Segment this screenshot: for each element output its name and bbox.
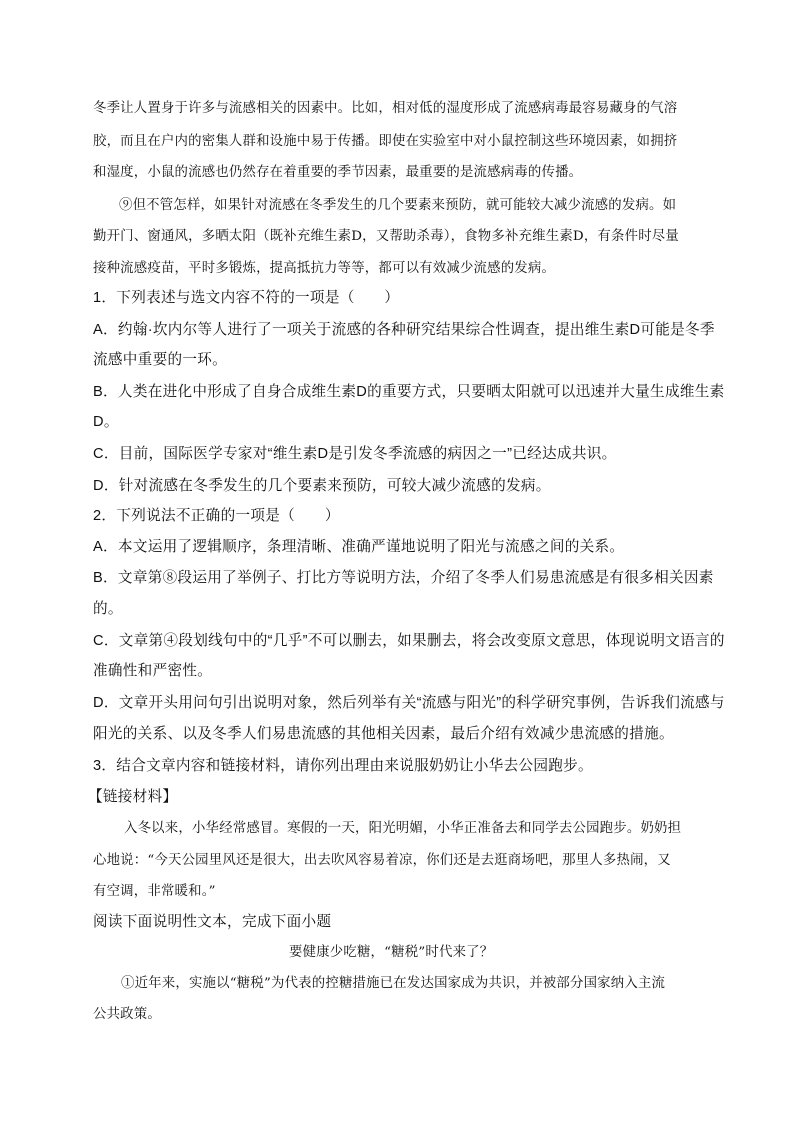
- reading-instruction: 阅读下面说明性文本，完成下面小题: [93, 914, 332, 930]
- article-title: 要健康少吃糖，“糖税”时代来了？: [289, 945, 494, 960]
- question-2-option-b-line2: 的。: [93, 601, 123, 617]
- passage-p9-line3: 接种流感疫苗，平时多锻炼，提高抵抗力等等，都可以有效减少流感的发病。: [93, 261, 556, 276]
- question-1-option-d: D．针对流感在冬季发生的几个要素来预防，可较大减少流感的发病。: [93, 478, 551, 494]
- passage-p8-line3: 和湿度，小鼠的流感也仍然存在着重要的季节因素，最重要的是流感病毒的传播。: [93, 165, 583, 180]
- question-2-option-c-line2: 准确性和严密性。: [93, 663, 213, 679]
- passage-p9-line1: ⑨但不管怎样，如果针对流感在冬季发生的几个要素来预防，就可能较大减少流感的发病。如: [119, 198, 677, 213]
- question-1-option-b-line2: D。: [93, 414, 119, 430]
- question-1-stem: 1．下列表述与选文内容不符的一项是（ ）: [93, 290, 400, 306]
- passage-p8-line1: 冬季让人置身于许多与流感相关的因素中。比如，相对低的湿度形成了流感病毒最容易藏身的气溶: [93, 101, 678, 116]
- question-2-option-a: A．本文运用了逻辑顺序，条理清晰、准确严谨地说明了阳光与流感之间的关系。: [93, 539, 625, 555]
- question-1-option-a-line2: 流感中重要的一环。: [93, 352, 228, 368]
- question-2-option-b-line1: B．文章第⑧段运用了举例子、打比方等说明方法，介绍了冬季人们易患流感是有很多相关因素: [93, 570, 714, 586]
- question-1-option-b-line1: B．人类在进化中形成了自身合成维生素D的重要方式，只要晒太阳就可以迅速并大量生成维生素: [93, 384, 725, 400]
- question-3-stem: 3．结合文章内容和链接材料，请你列出理由来说服奶奶让小华去公园跑步。: [93, 758, 593, 774]
- question-1-option-a-line1: A．约翰·坎内尔等人进行了一项关于流感的各种研究结果综合性调查，提出维生素D可能是冬季: [93, 322, 715, 338]
- question-2-option-c-line1: C．文章第④段划线句中的“几乎”不可以删去，如果删去，将会改变原文意思，体现说明文语言的: [93, 633, 725, 649]
- link-material-heading: 【链接材料】: [88, 789, 178, 805]
- article-p1-line1: ①近年来，实施以“糖税”为代表的控糖措施已在发达国家成为共识，并被部分国家纳入主流: [121, 976, 666, 991]
- question-2-option-d-line1: D．文章开头用问句引出说明对象，然后列举有关“流感与阳光”的科学研究事例，告诉我们流感与: [93, 695, 725, 711]
- link-material-line3: 有空调，非常暖和。”: [93, 884, 216, 899]
- question-2-option-d-line2: 阳光的关系、以及冬季人们易患流感的其他相关因素，最后介绍有效减少患流感的措施。: [93, 726, 674, 742]
- link-material-line1: 入冬以来，小华经常感冒。寒假的一天，阳光明媚，小华正准备去和同学去公园跑步。奶奶担: [124, 821, 682, 836]
- article-p1-line2: 公共政策。: [93, 1007, 161, 1022]
- link-material-line2: 心地说：“今天公园里风还是很大，出去吹风容易着凉，你们还是去逛商场吧，那里人多热闹，又: [93, 853, 671, 868]
- passage-p8-line2: 胶，而且在户内的密集人群和设施中易于传播。即使在实验室中对小鼠控制这些环境因素，如拥挤: [93, 134, 678, 149]
- passage-p9-line2: 勤开门、窗通风，多晒太阳（既补充维生素D，又帮助杀毒），食物多补充维生素D，有条件时尽量: [93, 229, 679, 244]
- question-1-option-c: C．目前，国际医学专家对“维生素D是引发冬季流感的病因之一”已经达成共识。: [93, 446, 617, 462]
- question-2-stem: 2．下列说法不正确的一项是（ ）: [93, 508, 340, 524]
